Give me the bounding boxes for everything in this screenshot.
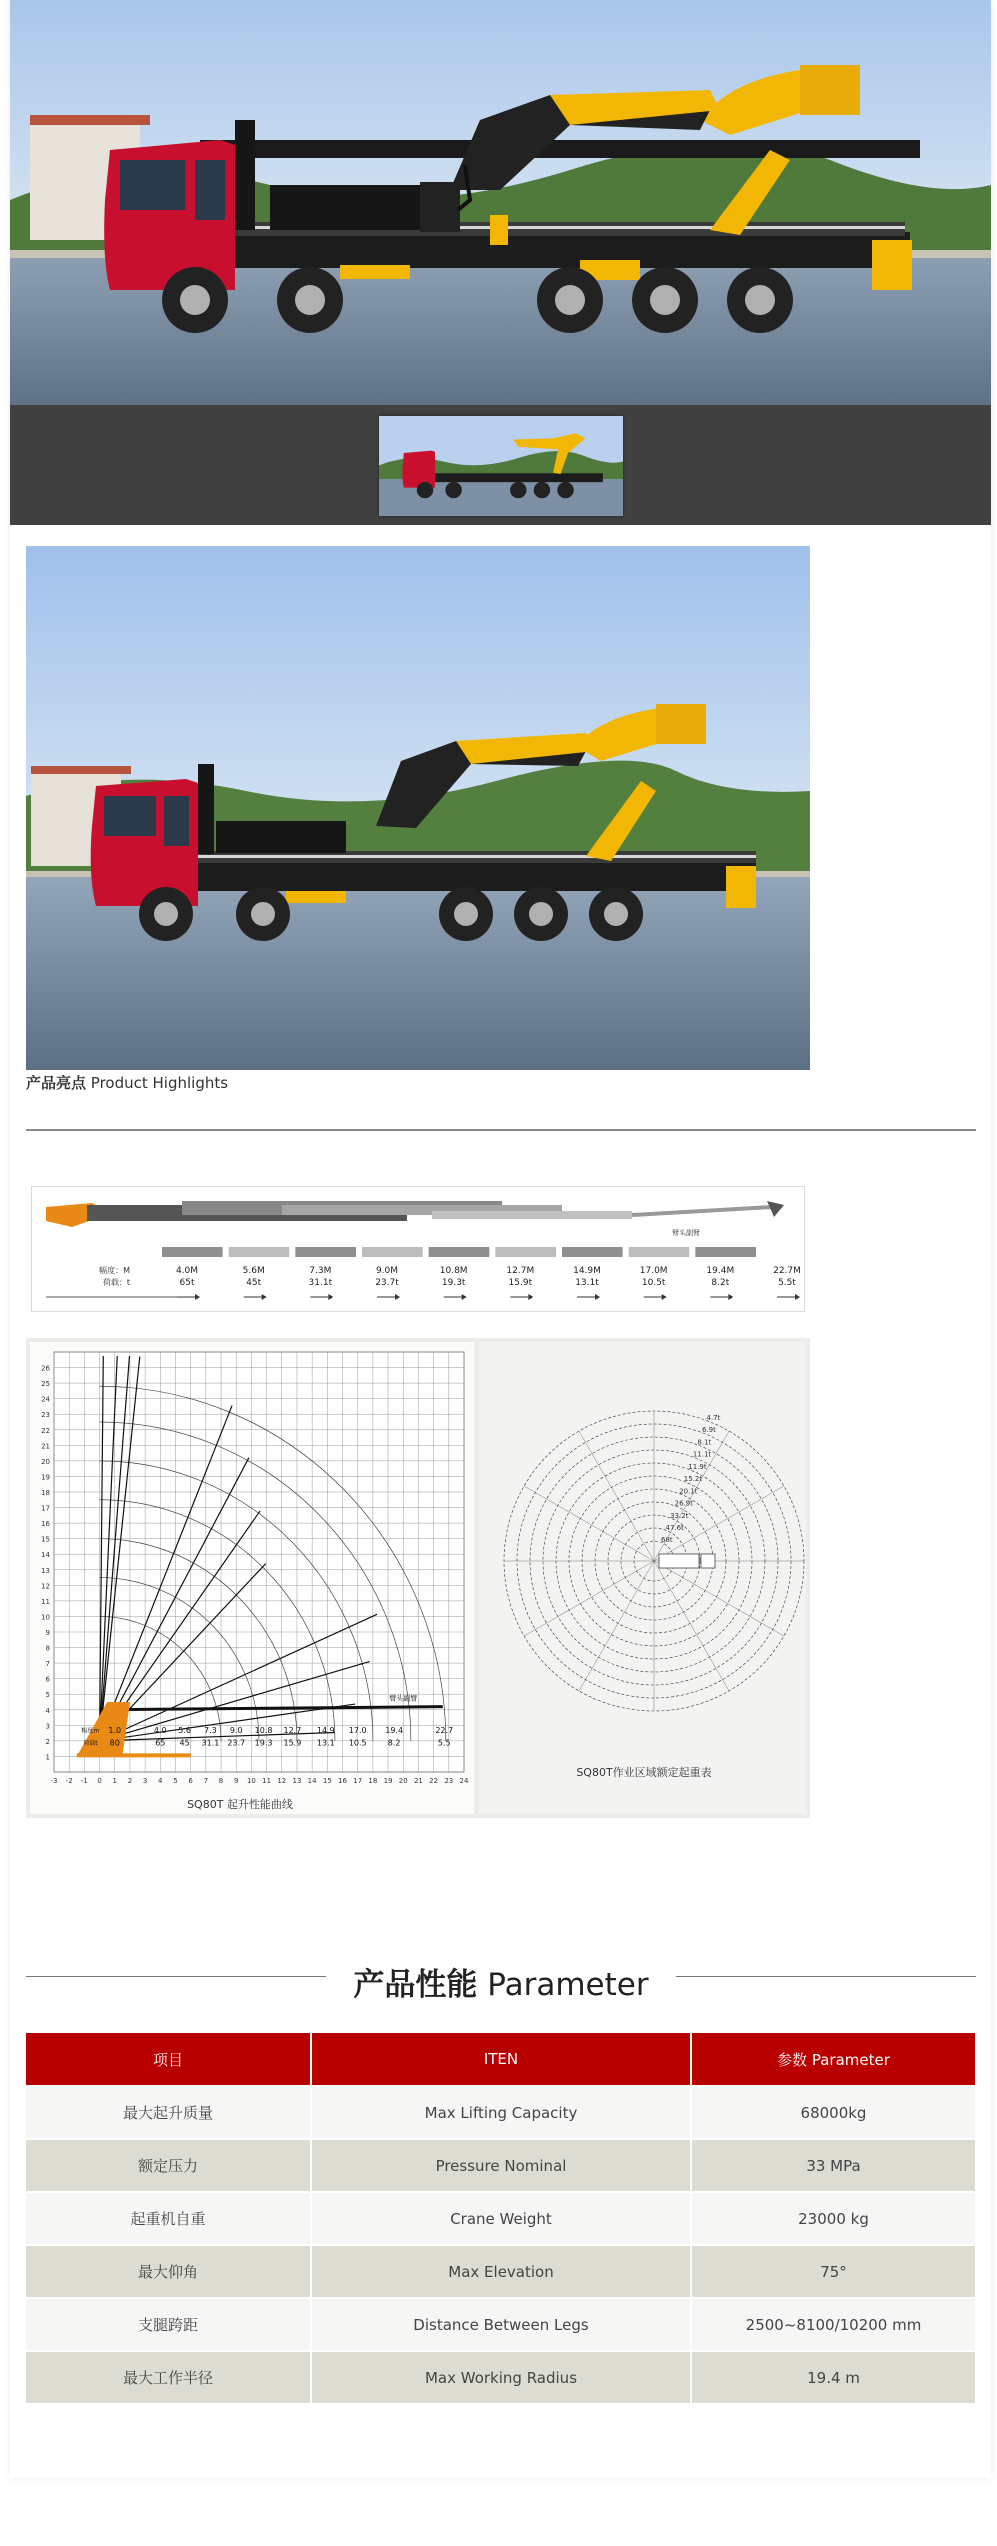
lift-y-tick: 14: [41, 1551, 50, 1560]
table-row: [26, 2192, 976, 2245]
boom-gauge-bar: [429, 1247, 490, 1257]
lift-y-tick: 5: [45, 1691, 50, 1700]
lift-y-tick: 21: [41, 1442, 50, 1451]
lift-x-tick: -1: [80, 1777, 88, 1785]
lift-y-tick: 20: [41, 1457, 50, 1466]
section-divider: [26, 1129, 976, 1131]
lift-y-tick: 7: [45, 1660, 50, 1669]
boom-radius-label: 19.4M: [706, 1266, 735, 1276]
lift-y-tick: 17: [41, 1504, 50, 1513]
lifting-charts-panel: [26, 1338, 810, 1818]
lift-radius-label: 10.8: [254, 1726, 273, 1736]
parameter-title-cn: 产品性能: [353, 1967, 478, 2003]
lift-radius-label: 17.0: [348, 1726, 367, 1736]
lift-x-tick: 23: [444, 1777, 454, 1785]
boom-arrow-head: [595, 1294, 600, 1300]
lift-crane-beam: [77, 1753, 191, 1757]
product-photo: [26, 546, 810, 1070]
lift-load-label: 31.1: [201, 1738, 220, 1748]
cell-item-en: Crane Weight: [311, 2192, 691, 2245]
boom-load-label: 10.5t: [641, 1278, 666, 1288]
lift-radius-label: 22.7: [435, 1726, 454, 1736]
gallery-thumbnail[interactable]: [379, 416, 623, 516]
cell-item-cn: 支腿跨距: [26, 2298, 311, 2351]
lifting-performance-chart: [30, 1342, 474, 1814]
boom-gauge-bar: [362, 1247, 423, 1257]
lift-x-tick: 1: [112, 1777, 117, 1785]
lifting-performance-svg: [30, 1342, 474, 1814]
lift-x-tick: 12: [277, 1777, 287, 1785]
zone-ring-label: 20.1t: [679, 1487, 698, 1496]
boom-gauge-bar: [229, 1247, 290, 1257]
zone-ring-label: 6.9t: [701, 1426, 716, 1435]
cell-item-cn: 最大工作半径: [26, 2351, 311, 2403]
lift-x-tick: 2: [127, 1777, 133, 1785]
boom-radius-row-label: 幅度：M: [99, 1266, 130, 1275]
lift-y-tick: 18: [41, 1489, 50, 1497]
lift-x-tick: 3: [142, 1777, 148, 1785]
lift-load-label: 5.5: [437, 1738, 451, 1748]
lift-radius-row-label: 幅度m: [81, 1727, 100, 1735]
lift-load-label: 10.5: [348, 1738, 367, 1748]
boom-marks-group: [162, 1247, 801, 1300]
boom-gauge-bar: [162, 1247, 223, 1257]
lift-x-tick: 17: [353, 1777, 363, 1785]
lift-x-tick: 18: [368, 1777, 378, 1785]
boom-load-label: 23.7t: [375, 1278, 399, 1288]
lift-x-tick: 15: [322, 1777, 332, 1785]
boom-arrow-head: [328, 1294, 333, 1300]
lift-radius-label: 9.0: [229, 1726, 243, 1736]
crane-truck-photo: [10, 0, 991, 405]
parameter-table: [26, 2033, 977, 2403]
gallery-main-image[interactable]: [10, 0, 991, 405]
zone-ring-label: 26.9t: [674, 1499, 693, 1508]
highlights-caption-en: Product Highlights: [90, 1074, 229, 1092]
boom-arrow-head: [728, 1294, 733, 1300]
table-row: [26, 2139, 976, 2192]
boom-arrow-head: [395, 1294, 400, 1300]
boom-gauge-bar: [629, 1247, 690, 1257]
lift-y-tick: 26: [41, 1364, 50, 1373]
boom-extension-diagram: [31, 1186, 805, 1312]
lift-load-label: 80: [109, 1738, 120, 1748]
highlights-caption-cn: 产品亮点: [26, 1074, 87, 1092]
lift-load-label: 65: [155, 1738, 166, 1748]
boom-load-label: 8.2t: [711, 1278, 730, 1288]
cell-value: 68000kg: [691, 2086, 976, 2139]
lift-y-tick: 6: [45, 1675, 50, 1684]
lift-x-tick: 4: [158, 1777, 163, 1785]
lift-radius-label: 5.6: [178, 1726, 191, 1736]
lift-y-tick: 13: [41, 1566, 50, 1575]
lift-y-tick: 9: [45, 1629, 50, 1637]
crane-truck-photo: [26, 546, 810, 1070]
lift-y-tick: 4: [45, 1706, 50, 1715]
table-row: [26, 2351, 976, 2403]
boom-arrow-head: [662, 1294, 667, 1300]
lift-y-tick: 10: [41, 1613, 50, 1622]
lift-y-tick: 11: [41, 1597, 50, 1606]
boom-section: [432, 1211, 632, 1219]
boom-radius-label: 10.8M: [439, 1266, 468, 1276]
jib-line: [632, 1207, 772, 1215]
cell-item-en: Max Working Radius: [311, 2351, 691, 2403]
header-iten: ITEN: [311, 2033, 691, 2086]
zone-ring-label: 33.2t: [670, 1511, 689, 1520]
lift-x-tick: 24: [459, 1777, 469, 1785]
lift-load-label: 45: [179, 1738, 190, 1748]
boom-load-label: 5.5t: [778, 1278, 796, 1288]
boom-radius-label: 5.6M: [242, 1266, 265, 1276]
boom-arrow-head: [195, 1294, 200, 1300]
lift-x-tick: 20: [398, 1777, 408, 1785]
cell-item-cn: 最大起升质量: [26, 2086, 311, 2139]
lift-radius-label: 19.4: [385, 1726, 404, 1736]
boom-gauge-bar: [295, 1247, 356, 1257]
lift-y-tick: 2: [45, 1737, 50, 1746]
lift-x-tick: 13: [292, 1777, 302, 1785]
boom-radius-label: 22.7M: [773, 1266, 801, 1276]
boom-extension-svg: [32, 1187, 804, 1311]
cell-item-cn: 起重机自重: [26, 2192, 311, 2245]
lift-x-tick: 0: [97, 1777, 102, 1785]
zone-rings: [504, 1411, 804, 1711]
boom-load-label: 13.1t: [575, 1278, 599, 1288]
boom-gauge-bar: [562, 1247, 623, 1257]
lift-x-tick: 11: [262, 1777, 272, 1785]
boom-arrow-head: [795, 1294, 800, 1300]
work-zone-caption: SQ80T作业区域额定起重表: [576, 1766, 712, 1779]
crane-truck-thumbnail: [379, 416, 623, 516]
boom-load-label: 31.1t: [308, 1278, 333, 1288]
lift-y-tick: 19: [41, 1473, 50, 1482]
lift-y-tick: 3: [45, 1722, 50, 1731]
boom-radius-label: 17.0M: [639, 1266, 668, 1276]
boom-radius-label: 9.0M: [375, 1266, 399, 1276]
lift-load-row-label: 荷载t: [83, 1739, 98, 1747]
boom-head-label: 臂头副臂: [672, 1229, 700, 1237]
cell-value: 75°: [691, 2245, 976, 2298]
lift-x-tick: 19: [383, 1777, 393, 1785]
lift-y-tick: 22: [41, 1426, 50, 1435]
cell-value: 23000 kg: [691, 2192, 976, 2245]
cell-item-cn: 最大仰角: [26, 2245, 311, 2298]
boom-load-row-label: 荷载：t: [102, 1278, 130, 1287]
image-gallery: [10, 0, 991, 525]
lift-y-tick: 23: [41, 1411, 50, 1420]
zone-ring-label: 68t: [661, 1536, 673, 1545]
cell-item-en: Pressure Nominal: [311, 2139, 691, 2192]
lift-x-tick: -2: [65, 1777, 73, 1785]
lift-load-label: 8.2: [387, 1738, 401, 1748]
zone-spoke: [524, 1486, 654, 1561]
boom-radius-label: 7.3M: [309, 1266, 332, 1276]
lift-head-label: 臂头副臂: [389, 1694, 418, 1703]
lift-radius-label: 7.3: [204, 1726, 217, 1736]
boom-radius-label: 12.7M: [506, 1266, 535, 1276]
boom-arrow-head: [262, 1294, 267, 1300]
cell-item-en: Distance Between Legs: [311, 2298, 691, 2351]
cell-item-en: Max Lifting Capacity: [311, 2086, 691, 2139]
boom-arrow-head: [462, 1294, 467, 1300]
lift-x-tick: 16: [338, 1777, 347, 1785]
table-row: [26, 2245, 976, 2298]
cell-value: 2500~8100/10200 mm: [691, 2298, 976, 2351]
lift-load-label: 15.9: [283, 1738, 302, 1748]
parameter-section-title: [26, 1953, 976, 2003]
zone-ring-label: 8.1t: [697, 1438, 712, 1447]
parameter-title: [26, 1959, 976, 2004]
boom-gauge-bar: [495, 1247, 556, 1257]
lift-y-tick: 15: [41, 1535, 50, 1544]
lift-x-tick: 21: [413, 1777, 423, 1785]
lift-x-tick: 7: [203, 1777, 209, 1785]
lift-x-tick: 22: [429, 1777, 439, 1785]
zone-truck-body: [659, 1554, 699, 1568]
boom-load-label: 19.3t: [441, 1278, 466, 1288]
lift-y-tick: 8: [45, 1644, 50, 1653]
zone-ring-label: 4.7t: [706, 1414, 721, 1422]
lift-chart-caption: SQ80T 起升性能曲线: [187, 1798, 293, 1811]
parameter-title-en: Parameter: [487, 1967, 649, 2003]
lift-y-tick: 25: [41, 1380, 50, 1389]
zone-ring-label: 15.2t: [683, 1475, 703, 1484]
boom-load-label: 65t: [179, 1278, 195, 1288]
cell-item-en: Max Elevation: [311, 2245, 691, 2298]
zone-truck-cab: [701, 1554, 715, 1568]
cell-item-cn: 额定压力: [26, 2139, 311, 2192]
lift-x-tick: -3: [50, 1777, 58, 1785]
boom-gauge-bar: [695, 1247, 756, 1257]
header-parameter: 参数 Parameter: [691, 2033, 976, 2086]
lift-load-label: 13.1: [316, 1738, 335, 1748]
zone-ring-label: 11.1t: [692, 1450, 712, 1459]
zone-ring-label: 11.9t: [688, 1462, 707, 1471]
cell-value: 33 MPa: [691, 2139, 976, 2192]
lift-y-tick: 1: [45, 1753, 50, 1762]
lift-radius-label: 14.9: [316, 1726, 335, 1736]
cell-value: 19.4 m: [691, 2351, 976, 2403]
work-zone-chart: [479, 1342, 806, 1814]
lift-x-tick: 8: [218, 1777, 224, 1785]
lift-x-tick: 14: [307, 1777, 317, 1785]
boom-load-label: 45t: [246, 1278, 262, 1288]
table-row: [26, 2298, 976, 2351]
lift-load-label: 23.7: [227, 1738, 246, 1748]
parameter-table-header: [26, 2033, 976, 2086]
highlights-caption: [26, 1072, 228, 1093]
lift-y-tick: 16: [41, 1520, 50, 1529]
lift-y-tick: 12: [41, 1582, 50, 1591]
zone-labels: [661, 1414, 721, 1544]
zone-ring-label: 47.6t: [665, 1523, 684, 1532]
boom-radius-label: 4.0M: [175, 1266, 199, 1276]
lift-x-tick: 9: [233, 1777, 239, 1785]
lift-radius-label: 1.0: [108, 1726, 122, 1736]
boom-radius-label: 14.9M: [573, 1266, 601, 1276]
lift-load-label: 19.3: [254, 1738, 273, 1748]
lift-x-tick: 10: [246, 1777, 256, 1785]
boom-load-label: 15.9t: [508, 1278, 533, 1288]
header-item: 项目: [26, 2033, 311, 2086]
lift-x-tick: 6: [188, 1777, 193, 1785]
boom-arrow-head: [528, 1294, 533, 1300]
table-row: [26, 2086, 976, 2139]
lift-x-tick: 5: [173, 1777, 178, 1785]
lift-y-tick: 24: [41, 1395, 50, 1404]
work-zone-svg: [479, 1342, 806, 1814]
lift-radius-label: 12.7: [283, 1726, 302, 1736]
lift-radius-label: 4.0: [153, 1726, 167, 1736]
